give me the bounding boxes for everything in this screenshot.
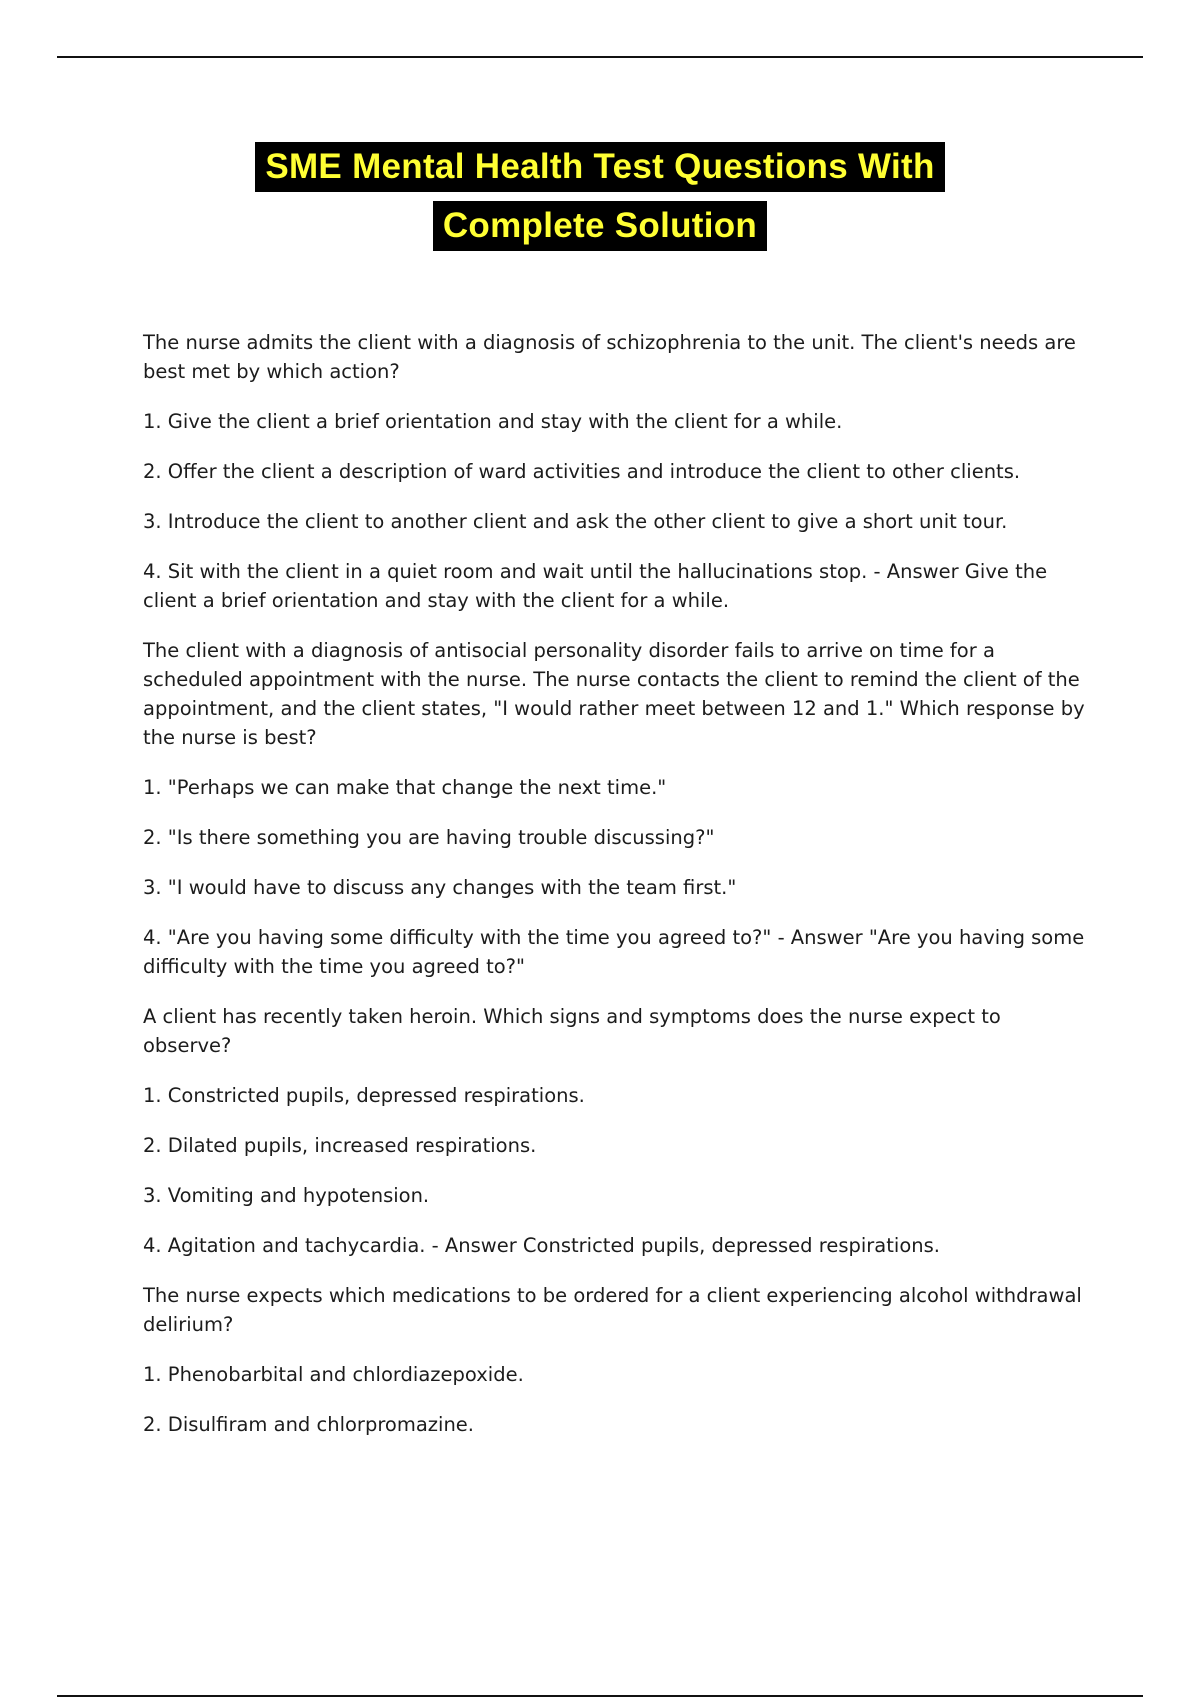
question-2-stem: The client with a diagnosis of antisocial personality disorder fails to arrive on time for a scheduled appointment with the nurse. The nurse contacts the client to remind the client of the appointment, and the client states, "I would rather meet between 12 and 1." Which response by the nurse is best?: [143, 639, 1085, 749]
question-2-option-1: 1. "Perhaps we can make that change the next time.": [143, 776, 667, 799]
top-rule: [57, 56, 1143, 58]
question-2-option-4-answer: 4. "Are you having some difficulty with the time you agreed to?" - Answer "Are you having some difficulty with the time you agreed to?": [143, 926, 1085, 978]
question-1-option-2: 2. Offer the client a description of ward activities and introduce the client to other clients.: [143, 460, 1021, 483]
bottom-rule: [57, 1695, 1143, 1697]
question-1-option-1: 1. Give the client a brief orientation and stay with the client for a while.: [143, 410, 843, 433]
question-4-option-2: 2. Disulfiram and chlorpromazine.: [143, 1413, 474, 1436]
question-3-option-3: 3. Vomiting and hypotension.: [143, 1184, 430, 1207]
question-2-option-3: 3. "I would have to discuss any changes with the team first.": [143, 876, 737, 899]
title-line-2: Complete Solution: [433, 201, 767, 251]
question-4-stem: The nurse expects which medications to be ordered for a client experiencing alcohol withdrawal delirium?: [143, 1284, 1082, 1336]
question-3-stem: A client has recently taken heroin. Which signs and symptoms does the nurse expect to observe?: [143, 1005, 1001, 1057]
question-3-option-4-answer: 4. Agitation and tachycardia. - Answer Constricted pupils, depressed respirations.: [143, 1234, 940, 1257]
document-body: [143, 328, 1088, 1460]
title-line-1: SME Mental Health Test Questions With: [255, 142, 944, 192]
question-1-stem: The nurse admits the client with a diagnosis of schizophrenia to the unit. The client's needs are best met by which action?: [143, 331, 1076, 383]
question-1-option-4-answer: 4. Sit with the client in a quiet room and wait until the hallucinations stop. - Answer Give the client a brief orientation and stay with the client for a while.: [143, 560, 1048, 612]
document-title: [0, 142, 1200, 260]
question-3-option-1: 1. Constricted pupils, depressed respirations.: [143, 1084, 585, 1107]
question-2-option-2: 2. "Is there something you are having trouble discussing?": [143, 826, 715, 849]
question-1-option-3: 3. Introduce the client to another client and ask the other client to give a short unit tour.: [143, 510, 1008, 533]
question-3-option-2: 2. Dilated pupils, increased respirations.: [143, 1134, 537, 1157]
question-4-option-1: 1. Phenobarbital and chlordiazepoxide.: [143, 1363, 524, 1386]
